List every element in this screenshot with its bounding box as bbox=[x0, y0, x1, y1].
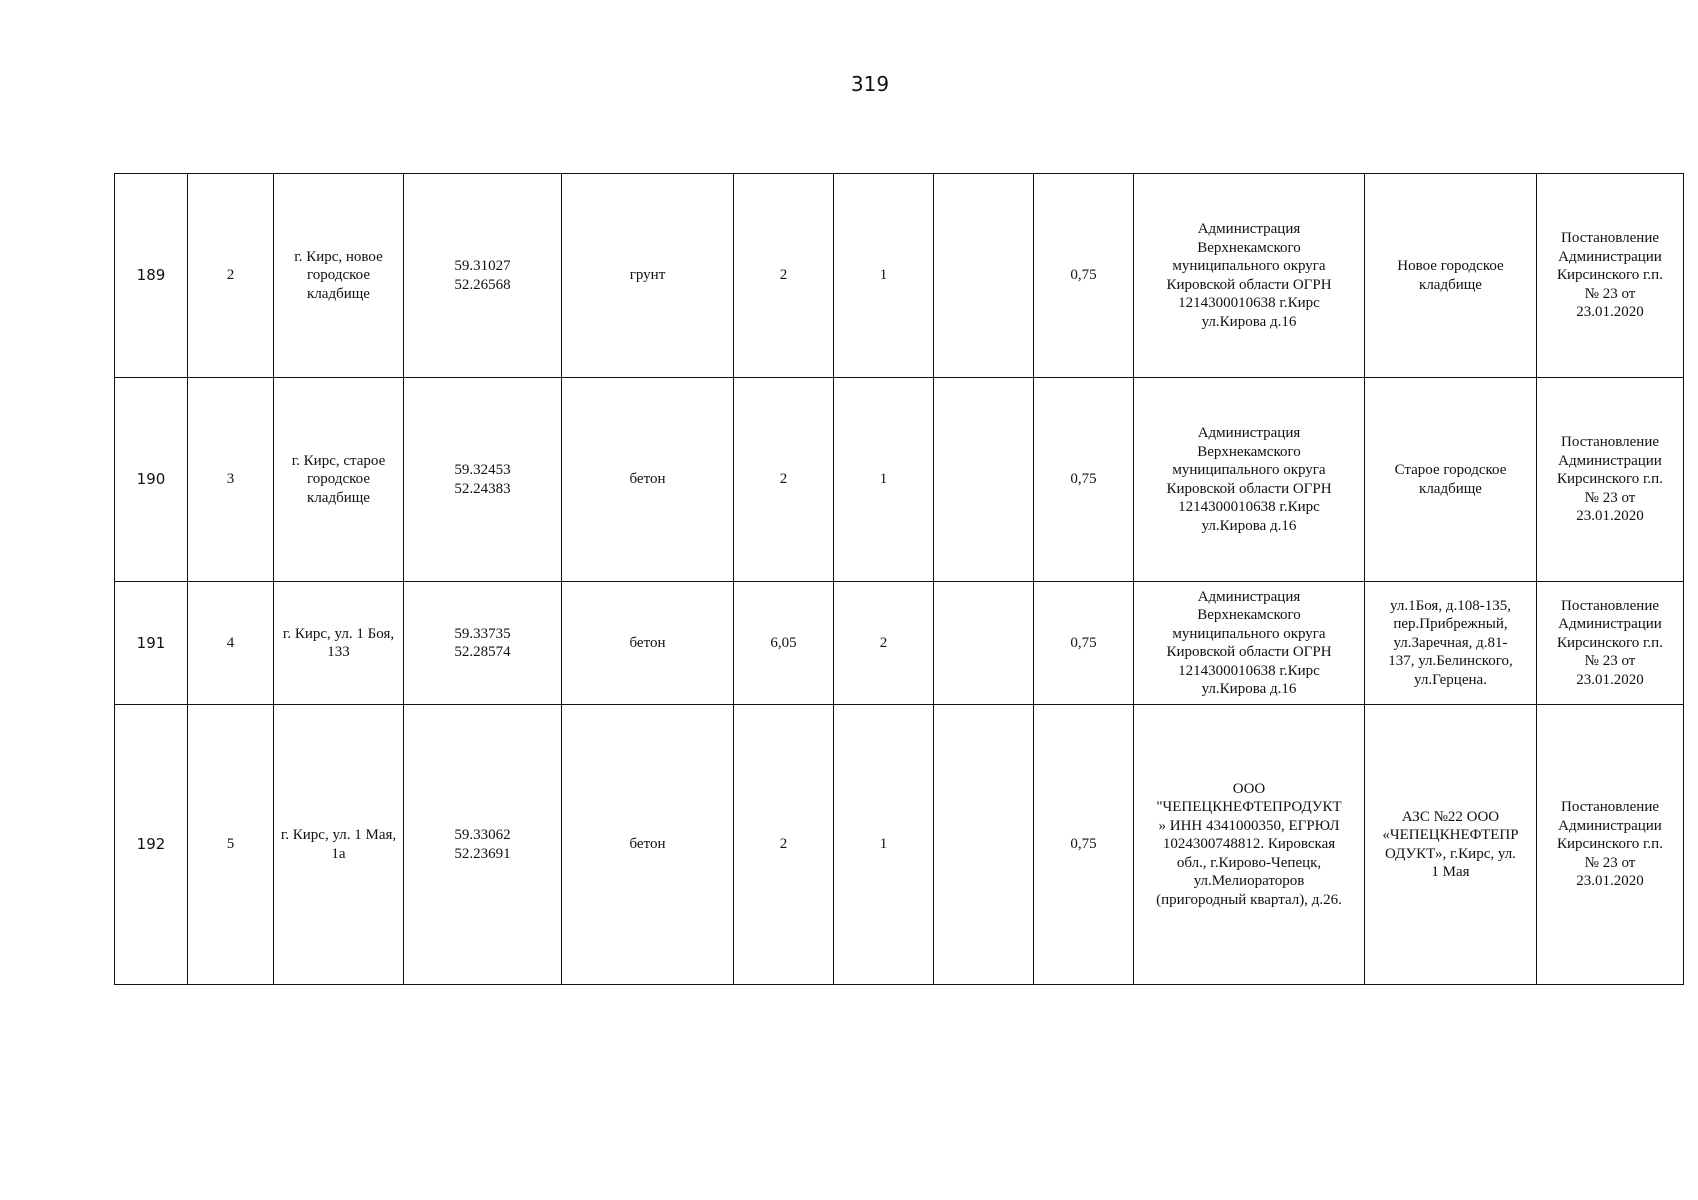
latitude: 59.33062 bbox=[454, 827, 511, 843]
decree-cell bbox=[1537, 705, 1684, 985]
decree-line: Постановление bbox=[1560, 230, 1660, 247]
coords-cell bbox=[404, 582, 562, 705]
decree-line: № 23 от bbox=[1584, 653, 1636, 670]
volume-cell: 0,75 bbox=[1034, 582, 1134, 705]
registry-table bbox=[114, 173, 1684, 985]
owner-line: ул.Кирова д.16 bbox=[1201, 313, 1297, 330]
owner-line: ул.Кирова д.16 bbox=[1201, 517, 1297, 534]
decree-line: Администрации bbox=[1558, 817, 1662, 834]
surface-cell: бетон bbox=[562, 705, 734, 985]
empty-cell bbox=[934, 705, 1034, 985]
longitude: 52.28574 bbox=[454, 644, 511, 660]
surface-cell: бетон bbox=[562, 378, 734, 582]
volume-cell: 0,75 bbox=[1034, 378, 1134, 582]
row-number: 191 bbox=[115, 582, 188, 705]
coords-cell bbox=[404, 705, 562, 985]
decree-line: Кирсинского г.п. bbox=[1557, 836, 1663, 853]
owner-cell bbox=[1134, 582, 1365, 705]
source-line: «ЧЕПЕЦКНЕФТЕПР bbox=[1382, 827, 1519, 843]
decree-cell bbox=[1537, 174, 1684, 378]
decree-line: 23.01.2020 bbox=[1576, 873, 1644, 890]
coords-cell bbox=[404, 378, 562, 582]
owner-line: » ИНН 4341000350, ЕГРЮЛ bbox=[1158, 817, 1340, 834]
owner-line: Верхнекамского bbox=[1197, 607, 1301, 623]
sub-number: 5 bbox=[188, 705, 274, 985]
source-line: АЗС №22 ООО bbox=[1401, 808, 1500, 825]
address-cell: г. Кирс, старое городское кладбище bbox=[274, 378, 404, 582]
owner-line: "ЧЕПЕЦКНЕФТЕПРОДУКТ bbox=[1156, 799, 1342, 816]
row-number: 190 bbox=[115, 378, 188, 582]
empty-cell bbox=[934, 378, 1034, 582]
sub-number: 2 bbox=[188, 174, 274, 378]
volume-cell: 0,75 bbox=[1034, 705, 1134, 985]
address-cell: г. Кирс, ул. 1 Боя, 133 bbox=[274, 582, 404, 705]
decree-line: № 23 от bbox=[1584, 854, 1636, 871]
decree-line: Постановление bbox=[1560, 799, 1660, 816]
decree-line: Администрации bbox=[1558, 616, 1662, 633]
decree-line: № 23 от bbox=[1584, 489, 1636, 506]
empty-cell bbox=[934, 582, 1034, 705]
decree-line: Администрации bbox=[1558, 452, 1662, 469]
owner-line: Кировской области ОГРН bbox=[1166, 480, 1332, 497]
decree-line: Постановление bbox=[1560, 434, 1660, 451]
decree-line: Постановление bbox=[1560, 597, 1660, 614]
coords-cell bbox=[404, 174, 562, 378]
area-cell: 2 bbox=[734, 174, 834, 378]
surface-cell: бетон bbox=[562, 582, 734, 705]
longitude: 52.24383 bbox=[454, 480, 511, 497]
empty-cell bbox=[934, 174, 1034, 378]
owner-line: (пригородный квартал), д.26. bbox=[1156, 891, 1342, 908]
source-line: ОДУКТ», г.Кирс, ул. bbox=[1385, 845, 1516, 862]
source-line: ул.Заречная, д.81- bbox=[1393, 634, 1508, 651]
source-line: 137, ул.Белинского, bbox=[1388, 653, 1513, 670]
owner-cell bbox=[1134, 174, 1365, 378]
source-cell: Старое городское кладбище bbox=[1365, 378, 1537, 582]
source-cell bbox=[1365, 582, 1537, 705]
owner-line: обл., г.Кирово-Чепецк, bbox=[1176, 854, 1322, 871]
source-cell bbox=[1365, 705, 1537, 985]
area-cell: 2 bbox=[734, 378, 834, 582]
source-cell: Новое городское кладбище bbox=[1365, 174, 1537, 378]
owner-line: Администрация bbox=[1197, 588, 1301, 605]
surface-cell: грунт bbox=[562, 174, 734, 378]
table-row bbox=[115, 582, 1684, 705]
owner-line: 1214300010638 г.Кирс bbox=[1178, 295, 1320, 311]
longitude: 52.26568 bbox=[454, 276, 511, 293]
page-number: 319 bbox=[850, 72, 890, 96]
decree-line: Администрации bbox=[1558, 248, 1662, 265]
sub-number: 4 bbox=[188, 582, 274, 705]
decree-line: Кирсинского г.п. bbox=[1557, 267, 1663, 284]
volume-cell: 0,75 bbox=[1034, 174, 1134, 378]
latitude: 59.33735 bbox=[454, 625, 511, 642]
decree-line: 23.01.2020 bbox=[1576, 671, 1644, 688]
decree-line: № 23 от bbox=[1584, 285, 1636, 302]
latitude: 59.32453 bbox=[454, 462, 511, 478]
owner-line: 1024300748812. Кировская bbox=[1162, 836, 1336, 853]
containers-cell: 1 bbox=[834, 174, 934, 378]
row-number: 189 bbox=[115, 174, 188, 378]
decree-line: Кирсинского г.п. bbox=[1557, 634, 1663, 651]
table-row bbox=[115, 378, 1684, 582]
owner-line: Кировской области ОГРН bbox=[1166, 644, 1332, 660]
containers-cell: 1 bbox=[834, 378, 934, 582]
owner-line: Кировской области ОГРН bbox=[1166, 276, 1332, 293]
decree-line: Кирсинского г.п. bbox=[1557, 471, 1663, 488]
owner-line: ул.Мелиораторов bbox=[1193, 873, 1305, 890]
owner-cell bbox=[1134, 378, 1365, 582]
decree-cell bbox=[1537, 378, 1684, 582]
owner-line: 1214300010638 г.Кирс bbox=[1178, 499, 1320, 515]
address-cell: г. Кирс, новое городское кладбище bbox=[274, 174, 404, 378]
source-line: ул.1Боя, д.108-135, bbox=[1390, 597, 1511, 614]
owner-line: муниципального округа bbox=[1172, 625, 1326, 642]
decree-line: 23.01.2020 bbox=[1576, 304, 1644, 321]
decree-cell bbox=[1537, 582, 1684, 705]
owner-line: Верхнекамского bbox=[1197, 239, 1301, 256]
owner-line: Администрация bbox=[1197, 425, 1301, 441]
owner-line: ООО bbox=[1232, 780, 1266, 797]
owner-line: муниципального округа bbox=[1172, 462, 1326, 478]
owner-line: муниципального округа bbox=[1172, 258, 1326, 274]
owner-line: Верхнекамского bbox=[1197, 443, 1301, 460]
table-row bbox=[115, 705, 1684, 985]
source-line: пер.Прибрежный, bbox=[1393, 616, 1508, 633]
decree-line: 23.01.2020 bbox=[1576, 508, 1644, 525]
longitude: 52.23691 bbox=[454, 845, 511, 862]
containers-cell: 2 bbox=[834, 582, 934, 705]
sub-number: 3 bbox=[188, 378, 274, 582]
source-line: ул.Герцена. bbox=[1414, 671, 1487, 688]
row-number: 192 bbox=[115, 705, 188, 985]
area-cell: 2 bbox=[734, 705, 834, 985]
area-cell: 6,05 bbox=[734, 582, 834, 705]
owner-cell bbox=[1134, 705, 1365, 985]
containers-cell: 1 bbox=[834, 705, 934, 985]
address-cell: г. Кирс, ул. 1 Мая, 1а bbox=[274, 705, 404, 985]
source-line: 1 Мая bbox=[1431, 864, 1470, 880]
latitude: 59.31027 bbox=[454, 258, 511, 274]
owner-line: Администрация bbox=[1197, 221, 1301, 237]
owner-line: 1214300010638 г.Кирс bbox=[1178, 662, 1320, 679]
table-row bbox=[115, 174, 1684, 378]
owner-line: ул.Кирова д.16 bbox=[1201, 681, 1297, 697]
